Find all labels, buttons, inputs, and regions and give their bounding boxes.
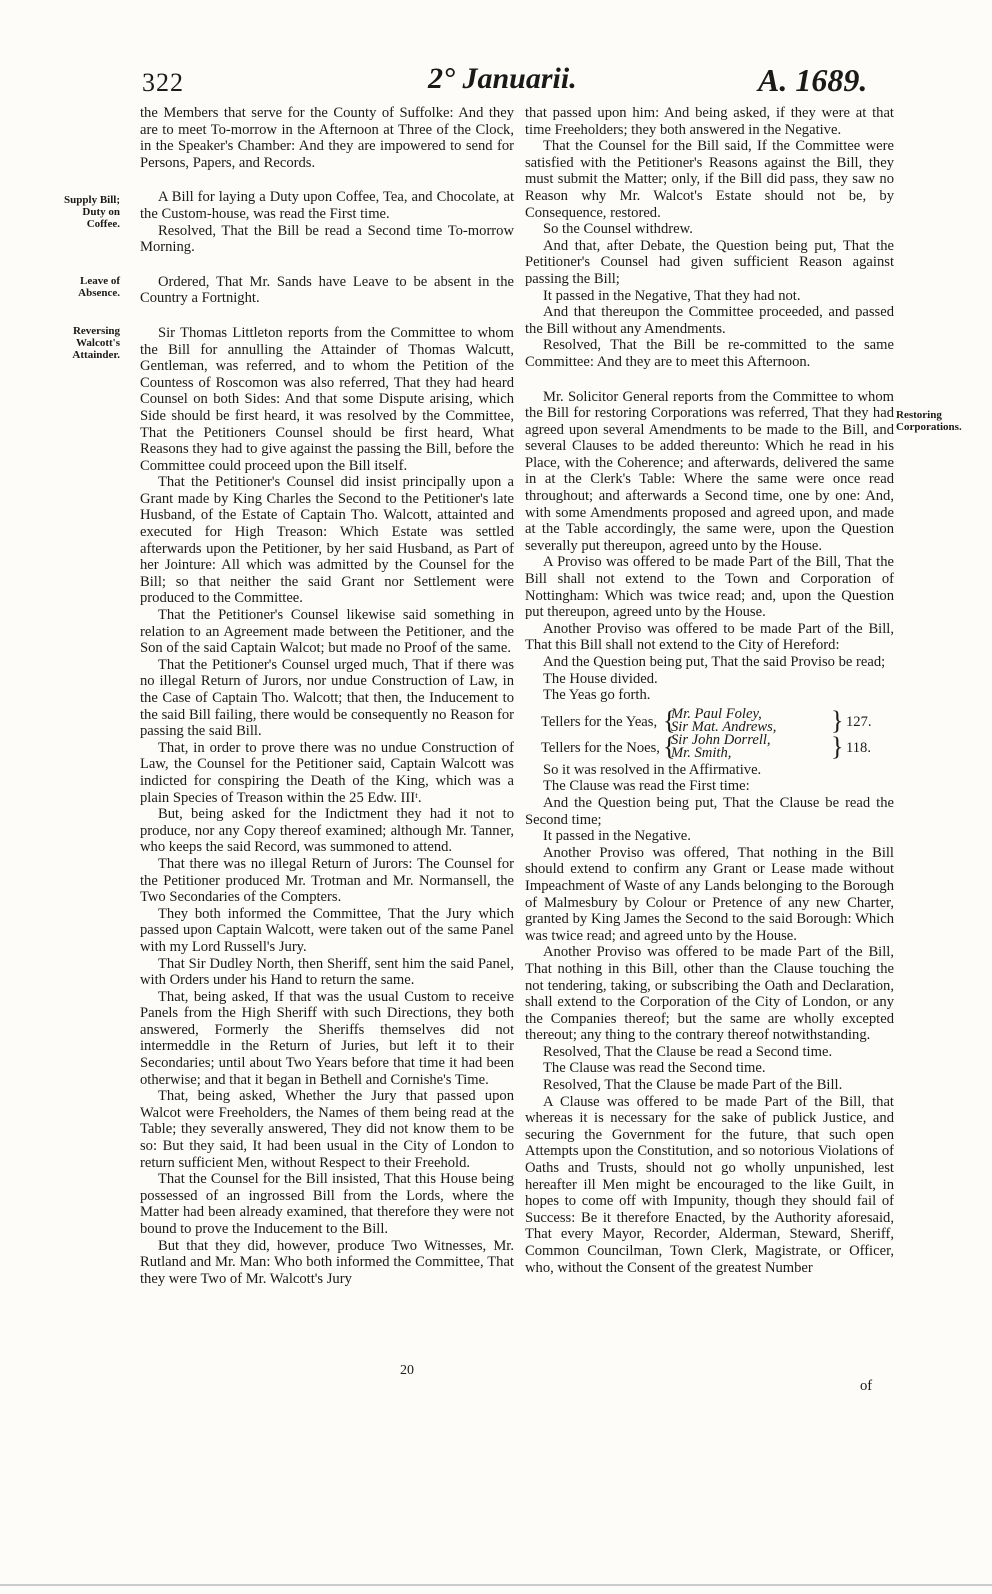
teller-name: Sir John Dorrell, — [671, 731, 771, 748]
paragraph: That the Petitioner's Counsel did insist principally upon a Grant made by King Charles the Second to the Petitioner's late Husband, of the Estate of Captain Tho. Walcott, attainted and executed for High Treason: Which Estate was settled afterwards upon the Petitioner, by her said Husband, as Part of her Jointure: All which was admitted by the Counsel for the Bill; so that neither the said Grant nor Settlement were produced to the Committee. — [140, 474, 514, 607]
paragraph: It passed in the Negative, That they had not. — [543, 287, 801, 304]
paragraph: That the Counsel for the Bill said, If the Committee were satisfied with the Petitioner's Reasons against the Bill, they must submit the Matter; only, if the Bill did pass, they saw no Reason why Mr. Walcot's Estate should not be, by Consequence, restored. — [525, 138, 894, 221]
running-date: 2° Januarii. — [428, 62, 577, 95]
paragraph: A Clause was offered to be made Part of the Bill, that whereas it is necessary for the sake of publick Justice, and securing the Government for the future, that such open Attempts upon the Constitution, and so notorious Violations of Oaths and Trusts, should not go wholly unpunished, lest hereafter ill Men might be encouraged to the like Guilt, in hopes to come off with Impunity, though they should fail of Success: Be it therefore Enacted, by the Authority aforesaid, That every Mayor, Recorder, Alderman, Steward, Sheriff, Common Councilman, Town Clerk, Magistrate, or Officer, who, without the Consent of the greatest Number — [525, 1093, 894, 1276]
margin-note-restoring: Restoring Corporations. — [896, 409, 962, 433]
paragraph: that passed upon him: And being asked, if they were at that time Freeholders; they both answered in the Negative. — [525, 105, 894, 138]
paragraph: the Members that serve for the County of Suffolke: And they are to meet To-morrow in the Afternoon at Three of the Clock, in the Speaker's Chamber: And they are impowered to send for Persons, Papers, and Records. — [140, 105, 514, 171]
brace-close: } — [831, 705, 844, 735]
catchword: of — [860, 1378, 873, 1394]
tellers-yeas — [541, 705, 894, 735]
paragraph: The Clause was read the First time: — [543, 778, 750, 795]
brace-open: { — [663, 705, 676, 735]
paragraph: That Sir Dudley North, then Sheriff, sent him the said Panel, with Orders under his Hand to return the same. — [140, 955, 514, 989]
paragraph: A Proviso was offered to be made Part of the Bill, That the Bill shall not extend to the Town and Corporation of Nottingham: Which was twice read; and, upon the Question put thereupon, agreed unto by the House. — [525, 554, 894, 621]
paragraph: And the Question being put, That the Clause be read the Second time; — [525, 794, 894, 828]
tellers-yeas-count: 127. — [846, 713, 872, 730]
tellers-noes — [541, 731, 894, 761]
paragraph: Sir Thomas Littleton reports from the Committee to whom the Bill for annulling the Attainder of Thomas Walcutt, Gentleman, was referred, and to whom the Petition of the Countess of Roscomon was also referred, That they had heard Counsel on both Sides: And that some Dispute arising, which Side should be first heard, it was resolved by the Committee, That the Petitioners Counsel should be first heard, What Reasons they had to give against the passing the Bill, before the Committee could proceed upon the Bill itself. — [140, 324, 514, 474]
paragraph: That, in order to prove there was no undue Construction of Law, the Counsel for the Petitioner said, Captain Walcott was indicted for conspiring the Death of the King, which was a plain Species of Treason within the 25 Edw. IIIᵗ. — [140, 739, 514, 806]
margin-note-supply: Supply Bill; Duty on Coffee. — [64, 194, 120, 230]
paragraph: Resolved, That the Bill be read a Second time To-morrow Morning. — [140, 222, 514, 256]
paragraph: That the Petitioner's Counsel urged much, That if there was no illegal Return of Jurors, nor undue Construction of Law, in the Case of Captain Tho. Walcott; that then, the Inducement to the said Bill failing, there would be consequently no Reason for passing the said Bill. — [140, 656, 514, 740]
paragraph: Mr. Solicitor General reports from the Committee to whom the Bill for restoring Corporations was referred, That they had agreed upon several Amendments to be made to the Bill, and several Clauses to be added thereunto: Which he read in his Place, with the Coherence; and afterwards, delivered the same in at the Clerk's Table: Where the same were once read throughout; and afterwards a Second time, one by one: And, with some Amendments proposed and agreed upon, and made at the Table accordingly, the same were, upon the Question severally put thereupon, agreed unto by the House. — [525, 388, 894, 554]
paragraph: Ordered, That Mr. Sands have Leave to be absent in the Country a Fortnight. — [140, 273, 514, 307]
left-column — [140, 105, 514, 1287]
teller-name: Mr. Smith, — [671, 744, 732, 761]
paragraph: The Yeas go forth. — [543, 687, 651, 704]
tellers-yeas-label: Tellers for the Yeas, — [541, 713, 658, 730]
margin-note-reversing: Reversing Walcott's Attainder. — [72, 325, 120, 361]
tellers-yeas-names — [671, 705, 777, 735]
tellers-block — [541, 705, 894, 761]
paragraph: So the Counsel withdrew. — [543, 221, 693, 238]
bottom-edge — [0, 1584, 992, 1586]
right-column — [525, 105, 894, 1276]
paragraph: They both informed the Committee, That the Jury which passed upon Captain Walcott, were taken out of the same Panel with my Lord Russell's Jury. — [140, 905, 514, 955]
margin-note-leave: Leave of Absence. — [78, 275, 120, 299]
paragraph: Another Proviso was offered to be made Part of the Bill, That this Bill shall not extend to the City of Hereford: — [525, 620, 894, 654]
tellers-noes-count: 118. — [846, 739, 871, 756]
paragraph: That, being asked, Whether the Jury that passed upon Walcot were Freeholders, the Names of them being read at the Table; they severally answered, They did not know them to be so: But they said, It had been usual in the City of London to return sufficient Men, without Respect to their Freehold. — [140, 1088, 514, 1171]
tellers-noes-label: Tellers for the Noes, — [541, 739, 660, 756]
paragraph: Another Proviso was offered, That nothing in the Bill should extend to confirm any Grant or Lease made without Impeachment of Waste of any Lands belonging to the Borough of Malmesbury by Colour or Pretence of any new Charter, granted by King James the Second to the said Borough: Which was twice read; and agreed unto by the House. — [525, 844, 894, 944]
paragraph: A Bill for laying a Duty upon Coffee, Tea, and Chocolate, at the Custom-house, was read the First time. — [140, 189, 514, 222]
page-header — [0, 62, 992, 102]
paragraph: So it was resolved in the Affirmative. — [543, 761, 762, 778]
paragraph: But, being asked for the Indictment they had it not to produce, nor any Copy thereof examined; although Mr. Tanner, who keeps the said Record, was summoned to attend. — [140, 806, 514, 856]
paragraph: The House divided. — [543, 670, 658, 687]
brace-open: { — [663, 731, 676, 761]
paragraph: It passed in the Negative. — [543, 828, 691, 845]
paragraph: And that, after Debate, the Question being put, That the Petitioner's Counsel had given sufficient Reason against passing the Bill; — [525, 237, 894, 287]
paragraph: But that they did, however, produce Two Witnesses, Mr. Rutland and Mr. Man: Who both informed the Committee, That they were Two of Mr. Walcott's Jury — [140, 1237, 514, 1287]
paragraph: That the Counsel for the Bill insisted, That this House being possessed of an ingrossed Bill from the Lords, where the Matter had been already examined, that therefore they were not bound to prove the Inducement to the Bill. — [140, 1171, 514, 1237]
paragraph: And the Question being put, That the said Proviso be read; — [543, 654, 886, 670]
brace-close: } — [831, 731, 844, 761]
teller-name: Sir Mat. Andrews, — [671, 718, 777, 735]
tellers-noes-names — [671, 731, 771, 761]
paragraph: That the Petitioner's Counsel likewise said something in relation to an Agreement made between the Petitioner, and the Son of the said Captain Walcot; but made no Proof of the same. — [140, 607, 514, 657]
page-number: 322 — [142, 68, 184, 97]
paragraph: That, being asked, If that was the usual Custom to receive Panels from the High Sheriff with such Directions, they both answered, Formerly the Sheriffs themselves did not intermeddle in the Return of Juries, but left it to their Secondaries; until about Two Years before that time it had been otherwise; and that it began in Bethell and Cornishe's Time. — [140, 988, 514, 1088]
paragraph: Resolved, That the Bill be re-committed to the same Committee: And they are to meet this Afternoon. — [525, 337, 894, 370]
paragraph: Another Proviso was offered to be made Part of the Bill, That nothing in this Bill, other than the Clause touching the not tendering, taking, or subscribing the Oath and Declaration, shall extend to the Corporation of the City of London, or any the Companies thereof; but the same are wholly excepted thereout; any thing to the contrary thereof notwithstanding. — [525, 944, 894, 1044]
paragraph: That there was no illegal Return of Jurors: The Counsel for the Petitioner produced Mr. Trotman and Mr. Normansell, the Two Secondaries of the Compters. — [140, 855, 514, 906]
teller-name: Mr. Paul Foley, — [671, 705, 762, 722]
paragraph: Resolved, That the Clause be made Part of the Bill. — [543, 1077, 843, 1094]
paragraph: Resolved, That the Clause be read a Second time. — [543, 1043, 833, 1060]
paragraph: The Clause was read the Second time. — [543, 1060, 766, 1077]
signature-mark: 20 — [400, 1363, 414, 1378]
running-year: A. 1689. — [758, 62, 868, 98]
paragraph: And that thereupon the Committee proceeded, and passed the Bill without any Amendments. — [525, 304, 894, 337]
